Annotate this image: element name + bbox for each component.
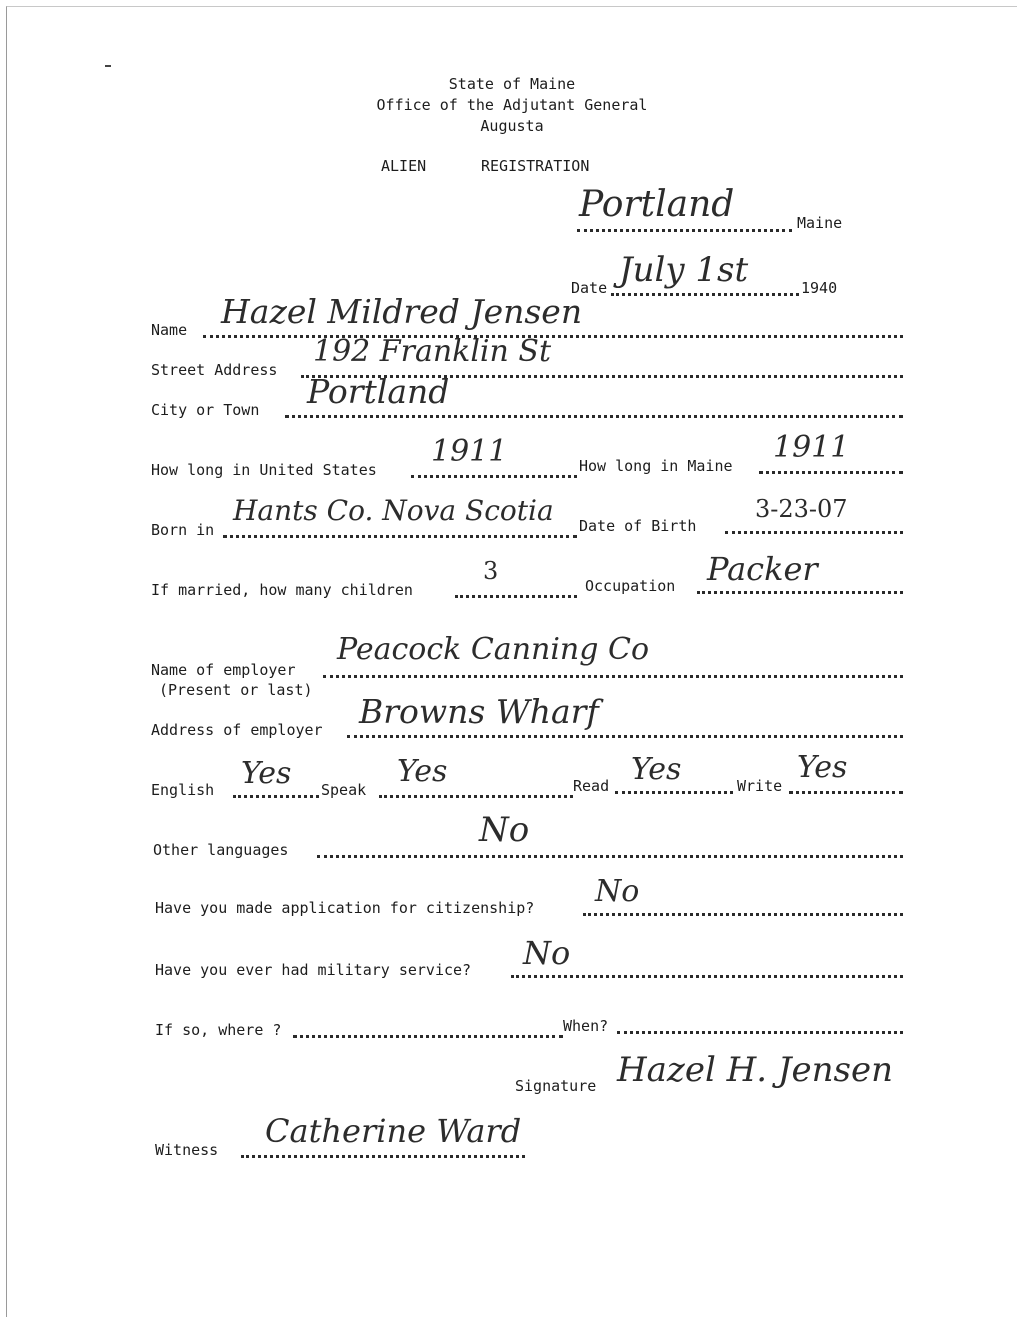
born-label: Born in (151, 521, 215, 539)
when-line[interactable] (617, 1031, 903, 1034)
city-label: City or Town (151, 401, 260, 419)
witness-value: Catherine Ward (265, 1112, 522, 1150)
children-value[interactable]: 3 (483, 557, 499, 585)
form-title-alien: ALIEN (381, 157, 427, 175)
citizenship-value[interactable]: No (595, 874, 640, 909)
military-label: Have you ever had military service? (155, 961, 472, 979)
citizenship-label: Have you made application for citizenship? (155, 899, 535, 917)
place-suffix: Maine (797, 214, 843, 232)
margin-mark (105, 65, 111, 67)
date-label: Date (571, 279, 608, 297)
speak-value[interactable]: Yes (397, 754, 448, 789)
employer-sublabel: (Present or last) (159, 681, 313, 699)
english-label: English (151, 781, 215, 799)
read-label: Read (573, 777, 610, 795)
date-value[interactable]: July 1st (619, 250, 749, 290)
other-languages-line (317, 855, 903, 858)
name-line (203, 335, 903, 338)
speak-label: Speak (321, 781, 367, 799)
us-years-label: How long in United States (151, 461, 377, 479)
write-label: Write (737, 777, 783, 795)
children-label: If married, how many children (151, 581, 413, 599)
maine-years-line (759, 471, 903, 474)
born-value[interactable]: Hants Co. Nova Scotia (233, 494, 554, 527)
street-value[interactable]: 192 Franklin St (313, 334, 551, 369)
maine-years-value[interactable]: 1911 (773, 430, 850, 465)
place-line (577, 229, 792, 232)
employer-line (323, 675, 903, 678)
registration-form (6, 6, 1017, 1317)
military-line (511, 975, 903, 978)
write-value[interactable]: Yes (797, 750, 848, 785)
witness-line (241, 1155, 525, 1158)
employer-address-label: Address of employer (151, 721, 323, 739)
write-line (789, 791, 903, 794)
form-title-registration: REGISTRATION (481, 157, 590, 175)
occupation-value[interactable]: Packer (707, 550, 818, 588)
street-label: Street Address (151, 361, 278, 379)
city-line (285, 415, 903, 418)
us-years-value[interactable]: 1911 (431, 434, 508, 469)
english-line (233, 795, 319, 798)
other-languages-value[interactable]: No (479, 810, 530, 850)
name-value[interactable]: Hazel Mildred Jensen (221, 292, 583, 331)
occupation-line (697, 591, 903, 594)
maine-years-label: How long in Maine (579, 457, 733, 475)
employer-label: Name of employer (151, 661, 296, 679)
children-line (455, 595, 577, 598)
date-year: 1940 (801, 279, 838, 297)
us-years-line (411, 475, 577, 478)
witness-label: Witness (155, 1141, 219, 1159)
signature-value: Hazel H. Jensen (617, 1050, 894, 1090)
where-line[interactable] (293, 1035, 563, 1038)
where-label: If so, where ? (155, 1021, 282, 1039)
dob-label: Date of Birth (579, 517, 697, 535)
when-label: When? (563, 1017, 609, 1035)
employer-value[interactable]: Peacock Canning Co (337, 632, 650, 667)
employer-address-line (347, 735, 903, 738)
date-line (611, 293, 799, 296)
dob-value[interactable]: 3-23-07 (755, 495, 848, 523)
name-label: Name (151, 321, 188, 339)
header-office: Office of the Adjutant General (376, 96, 648, 114)
other-languages-label: Other languages (153, 841, 289, 859)
signature-label: Signature (515, 1077, 597, 1095)
read-value[interactable]: Yes (631, 752, 682, 787)
read-line (615, 791, 733, 794)
place-value[interactable]: Portland (579, 184, 735, 225)
english-value[interactable]: Yes (241, 756, 292, 791)
military-value[interactable]: No (523, 934, 571, 972)
born-line (223, 535, 577, 538)
employer-address-value[interactable]: Browns Wharf (359, 692, 599, 731)
city-value[interactable]: Portland (307, 372, 450, 411)
speak-line (379, 795, 573, 798)
occupation-label: Occupation (585, 577, 676, 595)
header-state: State of Maine (448, 75, 576, 93)
dob-line (725, 531, 903, 534)
citizenship-line (583, 913, 903, 916)
header-city: Augusta (480, 117, 544, 135)
